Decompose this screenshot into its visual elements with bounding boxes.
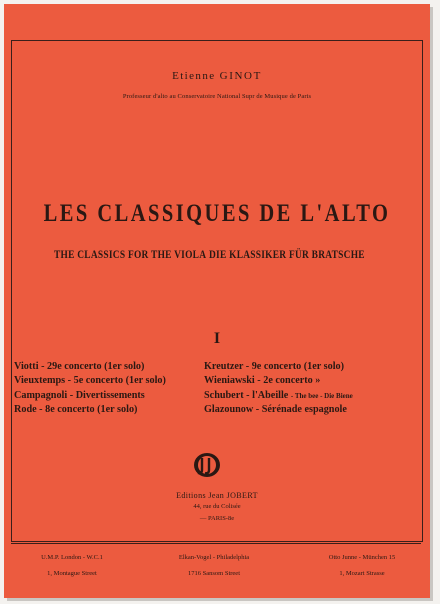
list-item-text: Schubert - l'Abeille [204, 389, 289, 401]
list-item: Wieniawski - 2e concerto » [204, 375, 321, 387]
author-last-name: GINOT [219, 70, 262, 82]
publisher-address: 44, rue du Colisée [193, 503, 241, 510]
subtitle-german: DIE KLASSIKER FÜR BRATSCHE [209, 249, 365, 261]
list-item: Campagnoli - Divertissements [14, 389, 145, 401]
footer-divider [11, 543, 421, 544]
list-item: Viotti - 29e concerto (1er solo) [14, 361, 145, 372]
main-title: LES CLASSIQUES DE L'ALTO [43, 200, 391, 227]
author-name [4, 70, 430, 82]
subtitle-english: THE CLASSICS FOR THE VIOLA [54, 249, 207, 261]
agent-philadelphia: Elkan-Vogel - Philadelphia [178, 554, 250, 561]
agent-philadelphia-address: 1716 Sansom Street [188, 570, 240, 577]
publisher-logo-icon [192, 452, 222, 478]
list-item: Kreutzer - 9e concerto (1er solo) [204, 361, 345, 372]
author-subtitle: Professeur d'alto au Conservatoire National Supr de Musique de Paris [122, 93, 312, 100]
agent-munich-address: 1, Mozart Strasse [339, 570, 385, 577]
volume-number: I [213, 330, 221, 347]
author-first-name: Etienne [172, 70, 216, 82]
works-list-left [14, 360, 166, 417]
agent-london-address: 1, Montague Street [47, 570, 97, 577]
agent-munich: Otto Junne - München 15 [328, 554, 396, 561]
agent-london: U.M.P. London - W.C.1 [41, 554, 103, 561]
publisher-city: — PARIS-8e [199, 515, 235, 522]
list-item-schubert [204, 389, 353, 403]
list-item-translation: - The bee - Die Biene [290, 391, 353, 400]
list-item: Glazounow - Sérénade espagnole [204, 403, 347, 415]
cover-page [4, 4, 430, 598]
list-item: Vieuxtemps - 5e concerto (1er solo) [14, 375, 166, 387]
list-item: Rode - 8e concerto (1er solo) [14, 403, 138, 415]
works-list-right [204, 360, 353, 417]
publisher-name: Editions Jean JOBERT [176, 491, 258, 500]
